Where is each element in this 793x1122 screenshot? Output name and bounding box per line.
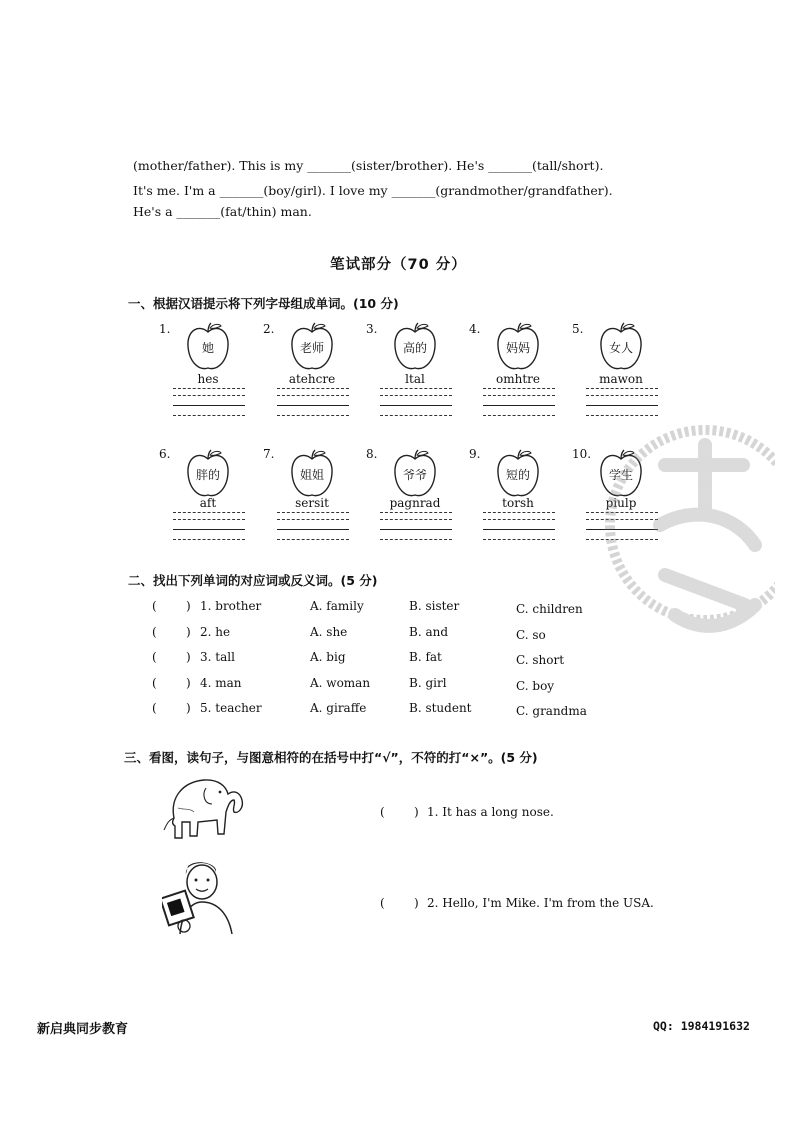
answer-paren-close: ) xyxy=(414,896,419,910)
option-c: C. grandma xyxy=(516,704,587,718)
writing-lines[interactable] xyxy=(380,388,452,428)
answer-paren-open[interactable]: ( xyxy=(152,625,157,639)
intro-line-2: It's me. I'm a _______(boy/girl). I love my _______(grandmother/grandfather). xyxy=(133,183,613,198)
answer-paren-open[interactable]: ( xyxy=(380,896,385,910)
option-b: B. and xyxy=(409,625,449,639)
stamp-watermark-icon xyxy=(605,405,775,675)
answer-paren-open[interactable]: ( xyxy=(152,650,157,664)
apple-icon xyxy=(185,322,231,372)
chinese-hint: 短的 xyxy=(505,468,530,482)
statement-text: 1. It has a long nose. xyxy=(427,805,554,819)
option-b: B. student xyxy=(409,701,472,715)
answer-paren-close: ) xyxy=(186,599,191,613)
apple-icon xyxy=(495,449,541,499)
scrambled-letters: mawon xyxy=(599,372,643,386)
intro-line-1: (mother/father). This is my _______(sister/brother). He's _______(tall/short). xyxy=(133,158,604,173)
question-word: 1. brother xyxy=(200,599,262,613)
word-item-number: 5. xyxy=(572,322,584,336)
chinese-hint: 女人 xyxy=(608,341,633,355)
option-a: A. giraffe xyxy=(310,701,367,715)
word-item-number: 6. xyxy=(159,447,171,461)
word-item-number: 1. xyxy=(159,322,171,336)
scrambled-letters: piulp xyxy=(605,496,637,510)
apple-icon xyxy=(392,322,438,372)
answer-paren-open[interactable]: ( xyxy=(152,701,157,715)
footer-publisher: 新启典同步教育 xyxy=(37,1022,129,1037)
option-b: B. girl xyxy=(409,676,447,690)
answer-paren-close: ) xyxy=(186,701,191,715)
answer-paren-close: ) xyxy=(414,805,419,819)
apple-icon xyxy=(495,322,541,372)
word-item-number: 3. xyxy=(366,322,378,336)
scrambled-letters: atehcre xyxy=(288,372,336,386)
chinese-hint: 爷爷 xyxy=(402,468,427,482)
question-word: 5. teacher xyxy=(200,701,262,715)
apple-icon xyxy=(598,322,644,372)
option-c: C. short xyxy=(516,653,565,667)
option-b: B. fat xyxy=(409,650,442,664)
answer-paren-open[interactable]: ( xyxy=(380,805,385,819)
apple-icon xyxy=(392,449,438,499)
option-a: A. she xyxy=(310,625,348,639)
option-c: C. so xyxy=(516,628,546,642)
chinese-hint: 她 xyxy=(201,341,214,355)
answer-paren-open[interactable]: ( xyxy=(152,676,157,690)
question-word: 3. tall xyxy=(200,650,235,664)
chinese-hint: 妈妈 xyxy=(505,341,530,355)
answer-paren-close: ) xyxy=(186,676,191,690)
writing-lines[interactable] xyxy=(173,388,245,428)
apple-icon xyxy=(289,322,335,372)
word-item-number: 9. xyxy=(469,447,481,461)
answer-paren-open[interactable]: ( xyxy=(152,599,157,613)
writing-lines[interactable] xyxy=(277,512,349,552)
option-a: A. woman xyxy=(310,676,371,690)
answer-paren-close: ) xyxy=(186,625,191,639)
apple-icon xyxy=(289,449,335,499)
writing-lines[interactable] xyxy=(483,388,555,428)
word-item-number: 7. xyxy=(263,447,275,461)
section1-title: 一、根据汉语提示将下列字母组成单词。(10 分) xyxy=(128,296,399,311)
scrambled-letters: torsh xyxy=(502,496,534,510)
word-item-number: 4. xyxy=(469,322,481,336)
answer-paren-close: ) xyxy=(186,650,191,664)
scrambled-letters: ltal xyxy=(405,372,425,386)
chinese-hint: 高的 xyxy=(402,341,427,355)
word-item-number: 2. xyxy=(263,322,275,336)
writing-lines[interactable] xyxy=(483,512,555,552)
chinese-hint: 学生 xyxy=(608,468,633,482)
scrambled-letters: sersit xyxy=(295,496,329,510)
writing-lines[interactable] xyxy=(380,512,452,552)
scrambled-letters: omhtre xyxy=(496,372,540,386)
boy-with-flag-illustration-icon xyxy=(162,856,238,936)
word-item-number: 10. xyxy=(572,447,592,461)
scrambled-letters: pagnrad xyxy=(389,496,441,510)
footer-qq: QQ: 1984191632 xyxy=(653,1019,750,1033)
writing-lines[interactable] xyxy=(277,388,349,428)
statement-text: 2. Hello, I'm Mike. I'm from the USA. xyxy=(427,896,654,910)
option-c: C. children xyxy=(516,602,583,616)
question-word: 4. man xyxy=(200,676,242,690)
chinese-hint: 老师 xyxy=(299,341,324,355)
word-item-number: 8. xyxy=(366,447,378,461)
chinese-hint: 胖的 xyxy=(195,468,220,482)
scrambled-letters: hes xyxy=(197,372,219,386)
written-part-title: 笔试部分（70 分） xyxy=(330,257,467,273)
option-b: B. sister xyxy=(409,599,460,613)
option-a: A. big xyxy=(310,650,346,664)
chinese-hint: 姐姐 xyxy=(299,468,324,482)
elephant-illustration-icon xyxy=(160,768,252,850)
apple-icon xyxy=(185,449,231,499)
section3-title: 三、看图，读句子，与图意相符的在括号中打“√”，不符的打“×”。(5 分) xyxy=(124,750,538,765)
scrambled-letters: aft xyxy=(199,496,217,510)
question-word: 2. he xyxy=(200,625,231,639)
option-a: A. family xyxy=(310,599,364,613)
writing-lines[interactable] xyxy=(173,512,245,552)
intro-line-3: He's a _______(fat/thin) man. xyxy=(133,204,312,219)
option-c: C. boy xyxy=(516,679,555,693)
section2-title: 二、找出下列单词的对应词或反义词。(5 分) xyxy=(128,573,378,588)
